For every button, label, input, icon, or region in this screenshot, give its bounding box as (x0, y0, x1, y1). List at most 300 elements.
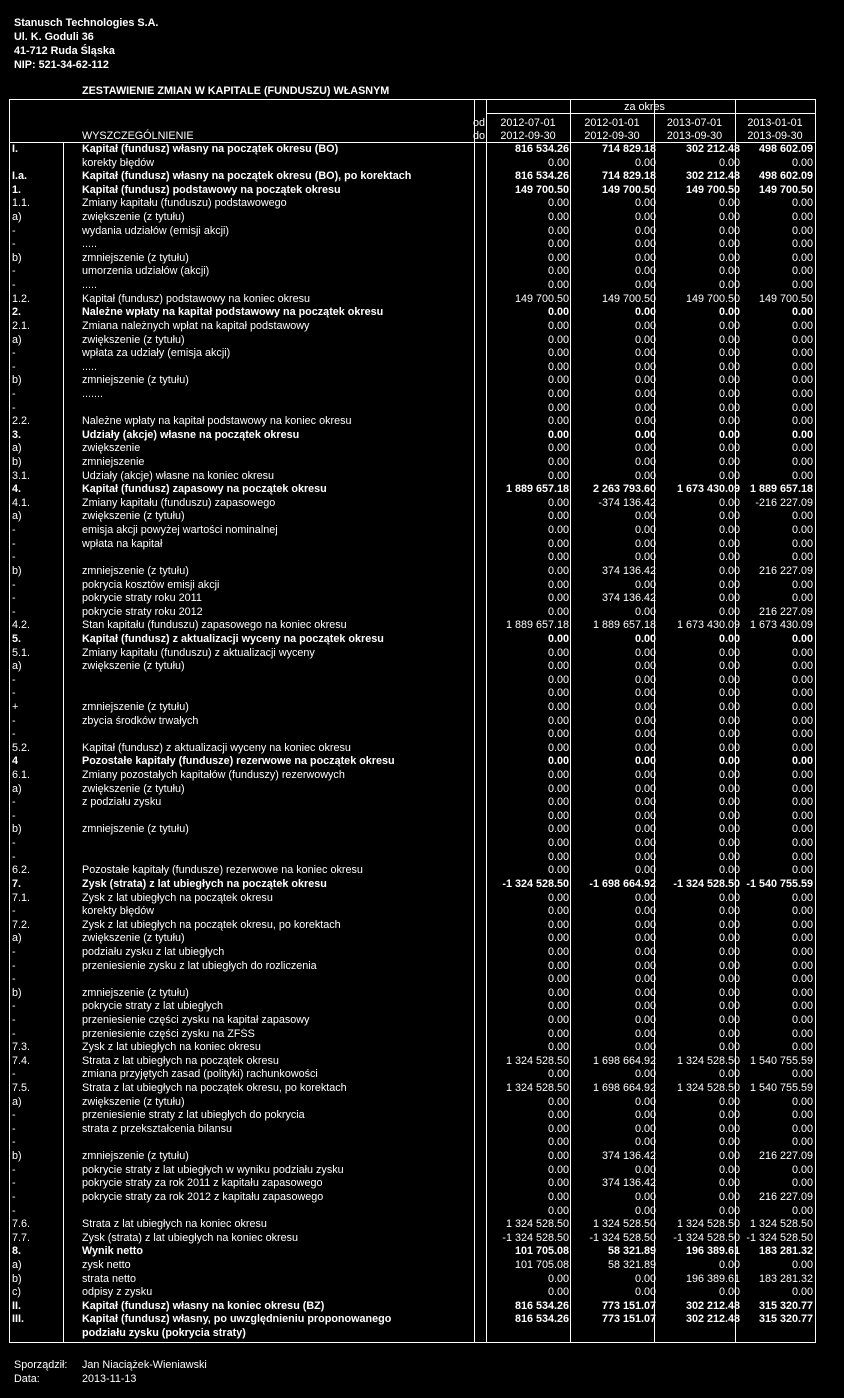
row-value-period-3: 0.00 (718, 428, 740, 441)
table-row (10, 633, 815, 647)
row-value-period-4: 0.00 (791, 578, 813, 591)
row-label: podziału zysku z lat ubiegłych (82, 945, 225, 958)
row-value-period-1: 0.00 (547, 1163, 569, 1176)
row-code: - (12, 1109, 16, 1122)
row-value-period-1: 0.00 (547, 578, 569, 591)
table-row (10, 1123, 815, 1137)
period-header: za okres (624, 101, 665, 113)
table-row (10, 742, 815, 756)
row-label: zwiększenie (z tytułu) (82, 1095, 185, 1108)
row-label: pokrycie straty roku 2012 (82, 605, 203, 618)
row-value-period-4: 0.00 (791, 1122, 813, 1135)
row-value-period-4: 0.00 (791, 428, 813, 441)
table-row (10, 864, 815, 878)
row-code: 7.2. (12, 918, 31, 931)
row-value-period-4: 0.00 (791, 769, 813, 782)
row-value-period-4: 149 700.50 (758, 183, 813, 196)
row-value-period-2: 0.00 (634, 510, 656, 523)
row-code: - (12, 279, 16, 292)
row-code: - (12, 578, 16, 591)
date-value: 2013-11-13 (82, 1373, 137, 1385)
row-label: zmiana przyjętych zasad (polityki) rachunkowości (82, 1068, 318, 1081)
row-value-period-3: 0.00 (718, 524, 740, 537)
table-row (10, 306, 815, 320)
row-value-period-1: 816 534.26 (514, 143, 569, 155)
row-label: zwiększenie (z tytułu) (82, 333, 185, 346)
table-row (10, 538, 815, 552)
row-value-period-3: 0.00 (718, 1014, 740, 1026)
table-row (10, 647, 815, 661)
table-row (10, 143, 815, 157)
row-code: - (12, 687, 16, 700)
row-value-period-4: 0.00 (791, 1041, 813, 1054)
row-value-period-1: 0.00 (547, 1190, 569, 1203)
row-value-period-2: 1 698 664.92 (592, 1082, 656, 1095)
row-value-period-4: 0.00 (791, 660, 813, 673)
table-row (10, 592, 815, 606)
row-value-period-1: 0.00 (547, 1177, 569, 1190)
table-row (10, 674, 815, 688)
row-value-period-2: 0.00 (634, 905, 656, 918)
table-row (10, 1109, 815, 1123)
period-4-from: 2013-01-01 (747, 117, 803, 129)
row-value-period-2: 0.00 (634, 1000, 656, 1013)
row-value-period-4: 0.00 (791, 905, 813, 918)
row-value-period-4: -1 324 528.50 (746, 1231, 813, 1244)
row-value-period-1: 0.00 (547, 469, 569, 482)
row-value-period-1: 0.00 (547, 551, 569, 564)
row-value-period-1: 0.00 (547, 932, 569, 945)
row-code: - (12, 1068, 16, 1081)
company-name: Stanusch Technologies S.A. (14, 17, 159, 29)
row-value-period-2: 2 263 793.60 (592, 483, 656, 496)
row-value-period-1: 0.00 (547, 769, 569, 782)
row-value-period-4: 0.00 (791, 537, 813, 550)
table-row (10, 823, 815, 837)
row-value-period-3: 0.00 (718, 224, 740, 237)
row-value-period-2: 0.00 (634, 1190, 656, 1203)
table-row (10, 1068, 815, 1082)
row-code: - (12, 959, 16, 972)
period-3-from: 2013-07-01 (666, 117, 723, 129)
row-value-period-3: 0.00 (718, 251, 740, 264)
row-value-period-4: 216 227.09 (758, 564, 813, 577)
row-value-period-2: 714 829.18 (601, 143, 656, 155)
description-header: WYSZCZEGÓLNIENIE (82, 130, 194, 142)
table-row (10, 265, 815, 279)
row-value-period-3: 0.00 (718, 741, 740, 754)
row-value-period-1: 0.00 (547, 986, 569, 999)
table-row (10, 755, 815, 769)
row-value-period-1: 0.00 (547, 837, 569, 850)
row-value-period-2: 374 136.42 (601, 1177, 656, 1190)
table-row (10, 810, 815, 824)
row-value-period-3: 0.00 (718, 864, 740, 877)
row-value-period-1: 101 705.08 (514, 1245, 569, 1258)
row-value-period-3: 0.00 (718, 823, 740, 836)
row-value-period-4: 0.00 (791, 374, 813, 387)
row-label: Zysk z lat ubiegłych na początek okresu, po korektach (82, 918, 341, 931)
row-label: Stan kapitału (funduszu) zapasowego na koniec okresu (82, 619, 347, 632)
row-value-period-4: 0.00 (791, 306, 813, 319)
company-block (14, 16, 158, 72)
row-value-period-3: 0.00 (718, 1258, 740, 1271)
row-code: a) (12, 660, 22, 673)
row-code: 4.2. (12, 619, 31, 632)
row-value-period-2: 0.00 (634, 374, 656, 387)
table-row (10, 1218, 815, 1232)
row-value-period-3: 0.00 (718, 1122, 740, 1135)
row-value-period-4: 0.00 (791, 551, 813, 564)
company-nip: NIP: 521-34-62-112 (14, 59, 109, 71)
row-code: 4.1. (12, 496, 31, 509)
table-row (10, 715, 815, 729)
table-row (10, 919, 815, 933)
row-value-period-4: 216 227.09 (758, 605, 813, 618)
row-value-period-3: 0.00 (718, 687, 740, 700)
row-value-period-3: 0.00 (718, 456, 740, 469)
row-value-period-4: 0.00 (791, 333, 813, 346)
table-row (10, 510, 815, 524)
row-value-period-3: 302 212.48 (685, 1299, 740, 1312)
row-code: b) (12, 1150, 22, 1163)
row-code: - (12, 1122, 16, 1135)
row-value-period-4: 0.00 (791, 415, 813, 428)
table-row (10, 456, 815, 470)
table-row (10, 1286, 815, 1300)
period-header-divider (486, 113, 815, 114)
row-value-period-4: 0.00 (791, 1163, 813, 1176)
row-value-period-2: 0.00 (634, 456, 656, 469)
row-value-period-2: 714 829.18 (601, 170, 656, 183)
row-label: Kapitał (fundusz) własny na koniec okresu (BZ) (82, 1299, 325, 1312)
table-row (10, 225, 815, 239)
row-value-period-2: 0.00 (634, 442, 656, 455)
row-value-period-4: 0.00 (791, 796, 813, 809)
company-street: Ul. K. Goduli 36 (14, 31, 94, 43)
to-label: do (472, 130, 485, 142)
row-value-period-3: 0.00 (718, 782, 740, 795)
row-value-period-4: 0.00 (791, 1286, 813, 1299)
row-value-period-1: 816 534.26 (514, 170, 569, 183)
row-value-period-2: 0.00 (634, 415, 656, 428)
row-label: Kapitał (fundusz) własny na początek okresu (BO), po korektach (82, 170, 412, 183)
row-value-period-3: 0.00 (718, 1109, 740, 1122)
table-row (10, 796, 815, 810)
row-value-period-4: 216 227.09 (758, 1190, 813, 1203)
row-value-period-4: 0.00 (791, 1258, 813, 1271)
row-code: - (12, 1000, 16, 1013)
row-value-period-1: 0.00 (547, 959, 569, 972)
row-value-period-4: 0.00 (791, 809, 813, 822)
row-code: 7.1. (12, 891, 31, 904)
row-label: zmniejszenie (z tytułu) (82, 564, 189, 577)
row-label: strata z przekształcenia bilansu (82, 1122, 233, 1135)
row-value-period-1: 0.00 (547, 809, 569, 822)
row-code: - (12, 796, 16, 809)
row-value-period-4: 1 540 755.59 (749, 1082, 813, 1095)
row-code: - (12, 387, 16, 400)
row-value-period-1: 0.00 (547, 1272, 569, 1285)
row-label: Udziały (akcje) własne na koniec okresu (82, 469, 275, 482)
row-value-period-1: 149 700.50 (514, 183, 569, 196)
row-label: zwiększenie (z tytułu) (82, 510, 185, 523)
row-value-period-1: 0.00 (547, 156, 569, 169)
table-row (10, 238, 815, 252)
row-value-period-2: 773 151.07 (601, 1313, 656, 1326)
row-code: 3.1. (12, 469, 31, 482)
table-row (10, 483, 815, 497)
row-value-period-4: 0.00 (791, 442, 813, 455)
period-1-to: 2012-09-30 (500, 130, 556, 142)
table-row (10, 1000, 815, 1014)
row-value-period-3: 0.00 (718, 551, 740, 564)
row-label: ..... (82, 238, 97, 251)
row-value-period-1: 0.00 (547, 456, 569, 469)
row-value-period-4: 498 602.09 (758, 170, 813, 183)
row-label: wpłata na kapitał (82, 537, 163, 550)
row-value-period-1: 0.00 (547, 646, 569, 659)
row-value-period-3: 0.00 (718, 1095, 740, 1108)
row-value-period-1: 0.00 (547, 224, 569, 237)
row-value-period-1: 0.00 (547, 632, 569, 645)
row-code: III. (12, 1313, 24, 1326)
row-value-period-3: 0.00 (718, 347, 740, 360)
table-row (10, 334, 815, 348)
row-value-period-1: 0.00 (547, 918, 569, 931)
table-row (10, 960, 815, 974)
table-row (10, 211, 815, 225)
row-value-period-3: 149 700.50 (685, 183, 740, 196)
row-label: pokrycie straty za rok 2011 z kapitału zapasowego (82, 1177, 323, 1190)
table-row (10, 551, 815, 565)
row-value-period-2: 0.00 (634, 1027, 656, 1040)
table-row (10, 1082, 815, 1096)
row-value-period-2: 58 321.89 (607, 1258, 656, 1271)
row-value-period-4: 0.00 (791, 387, 813, 400)
table-row (10, 470, 815, 484)
row-value-period-1: 0.00 (547, 238, 569, 251)
row-value-period-1: 0.00 (547, 1068, 569, 1081)
row-value-period-2: 0.00 (634, 1068, 656, 1081)
row-code: - (12, 1177, 16, 1190)
row-value-period-3: 0.00 (718, 755, 740, 768)
row-value-period-2: 0.00 (634, 660, 656, 673)
row-code: - (12, 605, 16, 618)
period-3-to: 2013-09-30 (666, 130, 723, 142)
row-value-period-1: 0.00 (547, 428, 569, 441)
row-value-period-2: 0.00 (634, 986, 656, 999)
row-code: 7.5. (12, 1082, 31, 1095)
row-value-period-3: 0.00 (718, 537, 740, 550)
table-row (10, 1205, 815, 1219)
row-value-period-4: 0.00 (791, 251, 813, 264)
table-row (10, 769, 815, 783)
row-code: - (12, 728, 16, 741)
row-value-period-2: 0.00 (634, 524, 656, 537)
row-label: zwiększenie (z tytułu) (82, 660, 185, 673)
row-code: - (12, 837, 16, 850)
row-value-period-2: 0.00 (634, 360, 656, 373)
row-value-period-4: 0.00 (791, 986, 813, 999)
row-code: b) (12, 986, 22, 999)
row-value-period-2: 0.00 (634, 319, 656, 332)
row-value-period-1: 0.00 (547, 374, 569, 387)
table-row (10, 1028, 815, 1042)
from-label: od (472, 117, 485, 129)
row-value-period-2: 0.00 (634, 605, 656, 618)
row-value-period-1: 1 889 657.18 (505, 619, 569, 632)
row-label: wydania udziałów (emisji akcji) (82, 224, 230, 237)
table-row (10, 837, 815, 851)
row-value-period-1: 0.00 (547, 197, 569, 210)
row-label: Należne wpłaty na kapitał podstawowy na początek okresu (82, 306, 384, 319)
row-value-period-4: 0.00 (791, 945, 813, 958)
row-code: - (12, 973, 16, 986)
row-value-period-2: 773 151.07 (601, 1299, 656, 1312)
row-code: b) (12, 456, 22, 469)
row-value-period-3: 0.00 (718, 959, 740, 972)
row-code: 7.4. (12, 1054, 31, 1067)
row-value-period-1: 0.00 (547, 1041, 569, 1054)
row-code: - (12, 1190, 16, 1203)
row-label: zmniejszenie (z tytułu) (82, 823, 189, 836)
row-label: pokrycia kosztów emisji akcji (82, 578, 220, 591)
row-label: Zmiany kapitału (funduszu) zapasowego (82, 496, 276, 509)
row-value-period-2: 0.00 (634, 211, 656, 224)
row-value-period-4: 0.00 (791, 279, 813, 292)
row-value-period-1: 0.00 (547, 510, 569, 523)
row-value-period-2: 0.00 (634, 428, 656, 441)
row-value-period-3: 1 324 528.50 (676, 1054, 740, 1067)
row-label: podziału zysku (pokrycia straty) (82, 1327, 246, 1340)
row-value-period-4: 0.00 (791, 265, 813, 278)
row-value-period-3: 0.00 (718, 1177, 740, 1190)
row-label: Zmiany pozostałych kapitałów (funduszy) rezerwowych (82, 769, 345, 782)
row-label: Zysk (strata) z lat ubiegłych na początek okresu (82, 877, 327, 890)
row-value-period-2: 149 700.50 (601, 183, 656, 196)
table-row (10, 1014, 815, 1028)
row-value-period-3: 0.00 (718, 238, 740, 251)
row-value-period-4: 0.00 (791, 469, 813, 482)
row-label: zysk netto (82, 1258, 131, 1271)
row-value-period-3: 0.00 (718, 1204, 740, 1217)
table-row (10, 1150, 815, 1164)
row-label: Zysk (strata) z lat ubiegłych na koniec okresu (82, 1231, 299, 1244)
row-value-period-4: 0.00 (791, 1014, 813, 1026)
row-value-period-2: 0.00 (634, 1014, 656, 1026)
row-value-period-2: 0.00 (634, 687, 656, 700)
row-value-period-4: 0.00 (791, 741, 813, 754)
row-value-period-1: 0.00 (547, 496, 569, 509)
row-code: - (12, 1027, 16, 1040)
row-value-period-1: 0.00 (547, 1286, 569, 1299)
row-code: 2.2. (12, 415, 31, 428)
row-value-period-3: 1 673 430.09 (676, 483, 740, 496)
row-value-period-1: 0.00 (547, 782, 569, 795)
row-value-period-2: 374 136.42 (601, 564, 656, 577)
row-value-period-1: 0.00 (547, 251, 569, 264)
row-code: 2. (12, 306, 22, 319)
row-value-period-2: 0.00 (634, 891, 656, 904)
row-label: Strata z lat ubiegłych na początek okresu, po korektach (82, 1082, 347, 1095)
row-label: zmniejszenie (z tytułu) (82, 986, 189, 999)
row-value-period-3: 0.00 (718, 632, 740, 645)
table-row (10, 157, 815, 171)
row-code: - (12, 401, 16, 414)
row-value-period-2: 0.00 (634, 728, 656, 741)
table-row (10, 619, 815, 633)
row-value-period-1: 0.00 (547, 673, 569, 686)
row-label: przeniesienie straty z lat ubiegłych do pokrycia (82, 1109, 305, 1122)
row-value-period-2: 0.00 (634, 673, 656, 686)
row-value-period-1: 149 700.50 (514, 292, 569, 305)
row-code: 5.2. (12, 741, 31, 754)
row-value-period-1: 0.00 (547, 891, 569, 904)
row-value-period-4: 0.00 (791, 456, 813, 469)
row-label: Kapitał (fundusz) podstawowy na koniec okresu (82, 292, 311, 305)
row-code: b) (12, 374, 22, 387)
row-value-period-2: 0.00 (634, 741, 656, 754)
row-value-period-4: 0.00 (791, 401, 813, 414)
row-value-period-4: 0.00 (791, 592, 813, 605)
row-value-period-4: 0.00 (791, 823, 813, 836)
row-value-period-1: 0.00 (547, 755, 569, 768)
row-value-period-3: 0.00 (718, 1150, 740, 1163)
row-value-period-2: 0.00 (634, 973, 656, 986)
row-value-period-2: 0.00 (634, 578, 656, 591)
row-value-period-4: 1 889 657.18 (749, 483, 813, 496)
row-value-period-1: 0.00 (547, 1122, 569, 1135)
row-value-period-1: 0.00 (547, 1109, 569, 1122)
row-value-period-2: 0.00 (634, 333, 656, 346)
row-value-period-2: 0.00 (634, 918, 656, 931)
row-value-period-3: 0.00 (718, 1068, 740, 1081)
row-label: zwiększenie (z tytułu) (82, 782, 185, 795)
date-label: Data: (14, 1373, 40, 1385)
row-value-period-1: 0.00 (547, 850, 569, 863)
row-value-period-2: 0.00 (634, 1109, 656, 1122)
table-row (10, 252, 815, 266)
prepared-by-value: Jan Niaciążek-Wieniawski (82, 1359, 207, 1371)
row-value-period-3: 0.00 (718, 986, 740, 999)
row-value-period-2: 374 136.42 (601, 1150, 656, 1163)
row-label: zmniejszenie (z tytułu) (82, 700, 189, 713)
row-value-period-1: 0.00 (547, 973, 569, 986)
row-code: 5. (12, 632, 22, 645)
row-value-period-4: -216 227.09 (755, 496, 813, 509)
row-label: Kapitał (fundusz) z aktualizacji wyceny na koniec okresu (82, 741, 351, 754)
row-value-period-1: -1 324 528.50 (502, 1231, 569, 1244)
row-value-period-4: 149 700.50 (758, 292, 813, 305)
table-row (10, 1041, 815, 1055)
row-value-period-4: 0.00 (791, 1027, 813, 1040)
table-row (10, 851, 815, 865)
row-value-period-1: 0.00 (547, 1000, 569, 1013)
row-code: - (12, 224, 16, 237)
row-value-period-3: 196 389.61 (685, 1272, 740, 1285)
row-value-period-3: 0.00 (718, 197, 740, 210)
row-label: umorzenia udziałów (akcji) (82, 265, 210, 278)
row-label: pokrycie straty z lat ubiegłych w wyniku podziału zysku (82, 1163, 344, 1176)
row-value-period-1: 0.00 (547, 387, 569, 400)
row-value-period-3: 0.00 (718, 319, 740, 332)
row-value-period-2: 1 889 657.18 (592, 619, 656, 632)
row-value-period-3: 0.00 (718, 918, 740, 931)
row-value-period-3: 0.00 (718, 442, 740, 455)
row-value-period-2: 1 698 664.92 (592, 1054, 656, 1067)
row-value-period-2: 0.00 (634, 251, 656, 264)
